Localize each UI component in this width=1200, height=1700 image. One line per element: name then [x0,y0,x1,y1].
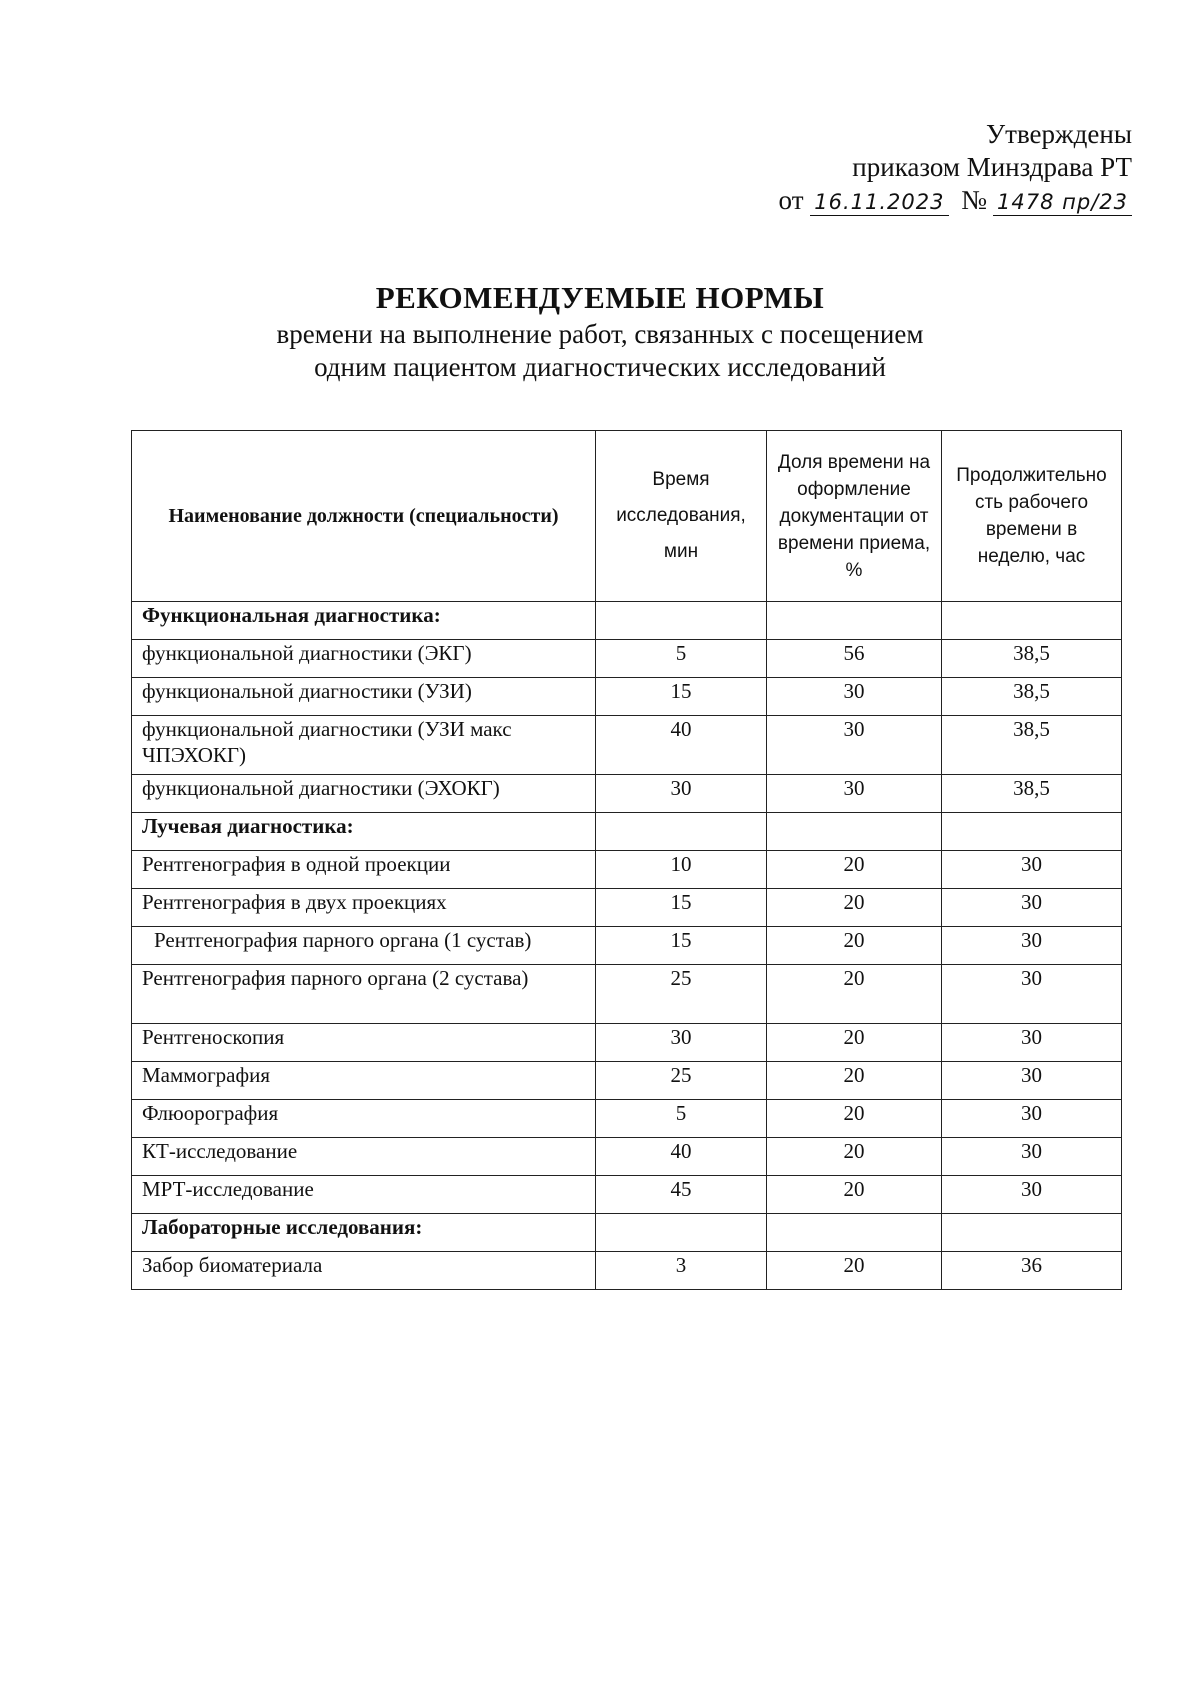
documentation-share: 20 [767,1062,942,1100]
handwritten-order-number: 1478 пр/23 [993,189,1132,216]
exam-time: 45 [596,1176,767,1214]
position-name: Маммография [132,1062,596,1100]
exam-time: 25 [596,1062,767,1100]
weekly-hours: 30 [942,889,1122,927]
weekly-hours: 30 [942,1176,1122,1214]
table-row [132,1138,1122,1176]
documentation-share: 20 [767,889,942,927]
position-name: Рентгенография в двух проекциях [132,889,596,927]
exam-time: 15 [596,927,767,965]
table-row [132,775,1122,813]
exam-time: 40 [596,716,767,775]
approval-line-2: приказом Минздрава РТ [852,152,1132,182]
position-name: Рентгенография парного органа (1 сустав) [132,927,596,965]
number-prefix: № [961,185,988,215]
documentation-share: 20 [767,1138,942,1176]
document-subtitle-line-2: одним пациентом диагностических исследований [314,352,886,382]
exam-time: 10 [596,851,767,889]
table-row [132,1024,1122,1062]
documentation-share: 20 [767,851,942,889]
weekly-hours: 38,5 [942,640,1122,678]
weekly-hours: 30 [942,1024,1122,1062]
table-row [132,640,1122,678]
table-section-row [132,813,1122,851]
documentation-share: 30 [767,678,942,716]
table-row [132,678,1122,716]
header-weekly-hours: Продолжительно сть рабочего времени в неделю, час [942,431,1122,602]
table-row [132,927,1122,965]
document-subtitle-line-1: времени на выполнение работ, связанных с посещением [276,319,924,349]
section-title: Лабораторные исследования: [132,1214,596,1252]
weekly-hours: 30 [942,965,1122,1024]
documentation-share: 20 [767,1100,942,1138]
section-title: Функциональная диагностика: [132,602,596,640]
norms-table [131,430,1122,1290]
weekly-hours: 36 [942,1252,1122,1290]
date-prefix: от [778,185,804,215]
table-row [132,1252,1122,1290]
documentation-share: 56 [767,640,942,678]
document-title-block [0,278,1200,384]
documentation-share: 30 [767,775,942,813]
weekly-hours: 30 [942,851,1122,889]
weekly-hours: 38,5 [942,716,1122,775]
position-name: Забор биоматериала [132,1252,596,1290]
table-row [132,1062,1122,1100]
documentation-share: 30 [767,716,942,775]
exam-time: 5 [596,1100,767,1138]
section-title: Лучевая диагностика: [132,813,596,851]
weekly-hours: 30 [942,1100,1122,1138]
header-position-name: Наименование должности (специальности) [132,431,596,602]
document-title: РЕКОМЕНДУЕМЫЕ НОРМЫ [375,280,825,315]
weekly-hours: 38,5 [942,678,1122,716]
table-row [132,1100,1122,1138]
exam-time: 5 [596,640,767,678]
position-name: функциональной диагностики (ЭКГ) [132,640,596,678]
exam-time: 30 [596,775,767,813]
position-name: КТ-исследование [132,1138,596,1176]
exam-time: 40 [596,1138,767,1176]
header-exam-time: Время исследования, мин [596,431,767,602]
table-row [132,851,1122,889]
documentation-share: 20 [767,1024,942,1062]
approval-block [779,118,1132,217]
position-name: Рентгенография в одной проекции [132,851,596,889]
table-row [132,965,1122,1024]
position-name: Флюорография [132,1100,596,1138]
order-reference [779,184,1132,217]
exam-time: 15 [596,678,767,716]
exam-time: 30 [596,1024,767,1062]
table-header-row [132,431,1122,602]
documentation-share: 20 [767,965,942,1024]
documentation-share: 20 [767,1252,942,1290]
approval-line-1: Утверждены [986,119,1132,149]
position-name: функциональной диагностики (УЗИ макс ЧПЭХОКГ) [132,716,596,775]
table-section-row [132,602,1122,640]
handwritten-date: 16.11.2023 [810,189,948,216]
exam-time: 3 [596,1252,767,1290]
weekly-hours: 38,5 [942,775,1122,813]
documentation-share: 20 [767,927,942,965]
position-name: Рентгенография парного органа (2 сустава) [132,965,596,1024]
exam-time: 15 [596,889,767,927]
weekly-hours: 30 [942,1138,1122,1176]
position-name: функциональной диагностики (УЗИ) [132,678,596,716]
documentation-share: 20 [767,1176,942,1214]
table-row [132,716,1122,775]
weekly-hours: 30 [942,927,1122,965]
position-name: функциональной диагностики (ЭХОКГ) [132,775,596,813]
table-section-row [132,1214,1122,1252]
position-name: МРТ-исследование [132,1176,596,1214]
exam-time: 25 [596,965,767,1024]
position-name: Рентгеноскопия [132,1024,596,1062]
weekly-hours: 30 [942,1062,1122,1100]
table-row [132,1176,1122,1214]
table-row [132,889,1122,927]
header-documentation-share: Доля времени на оформление документации от времени приема, % [767,431,942,602]
